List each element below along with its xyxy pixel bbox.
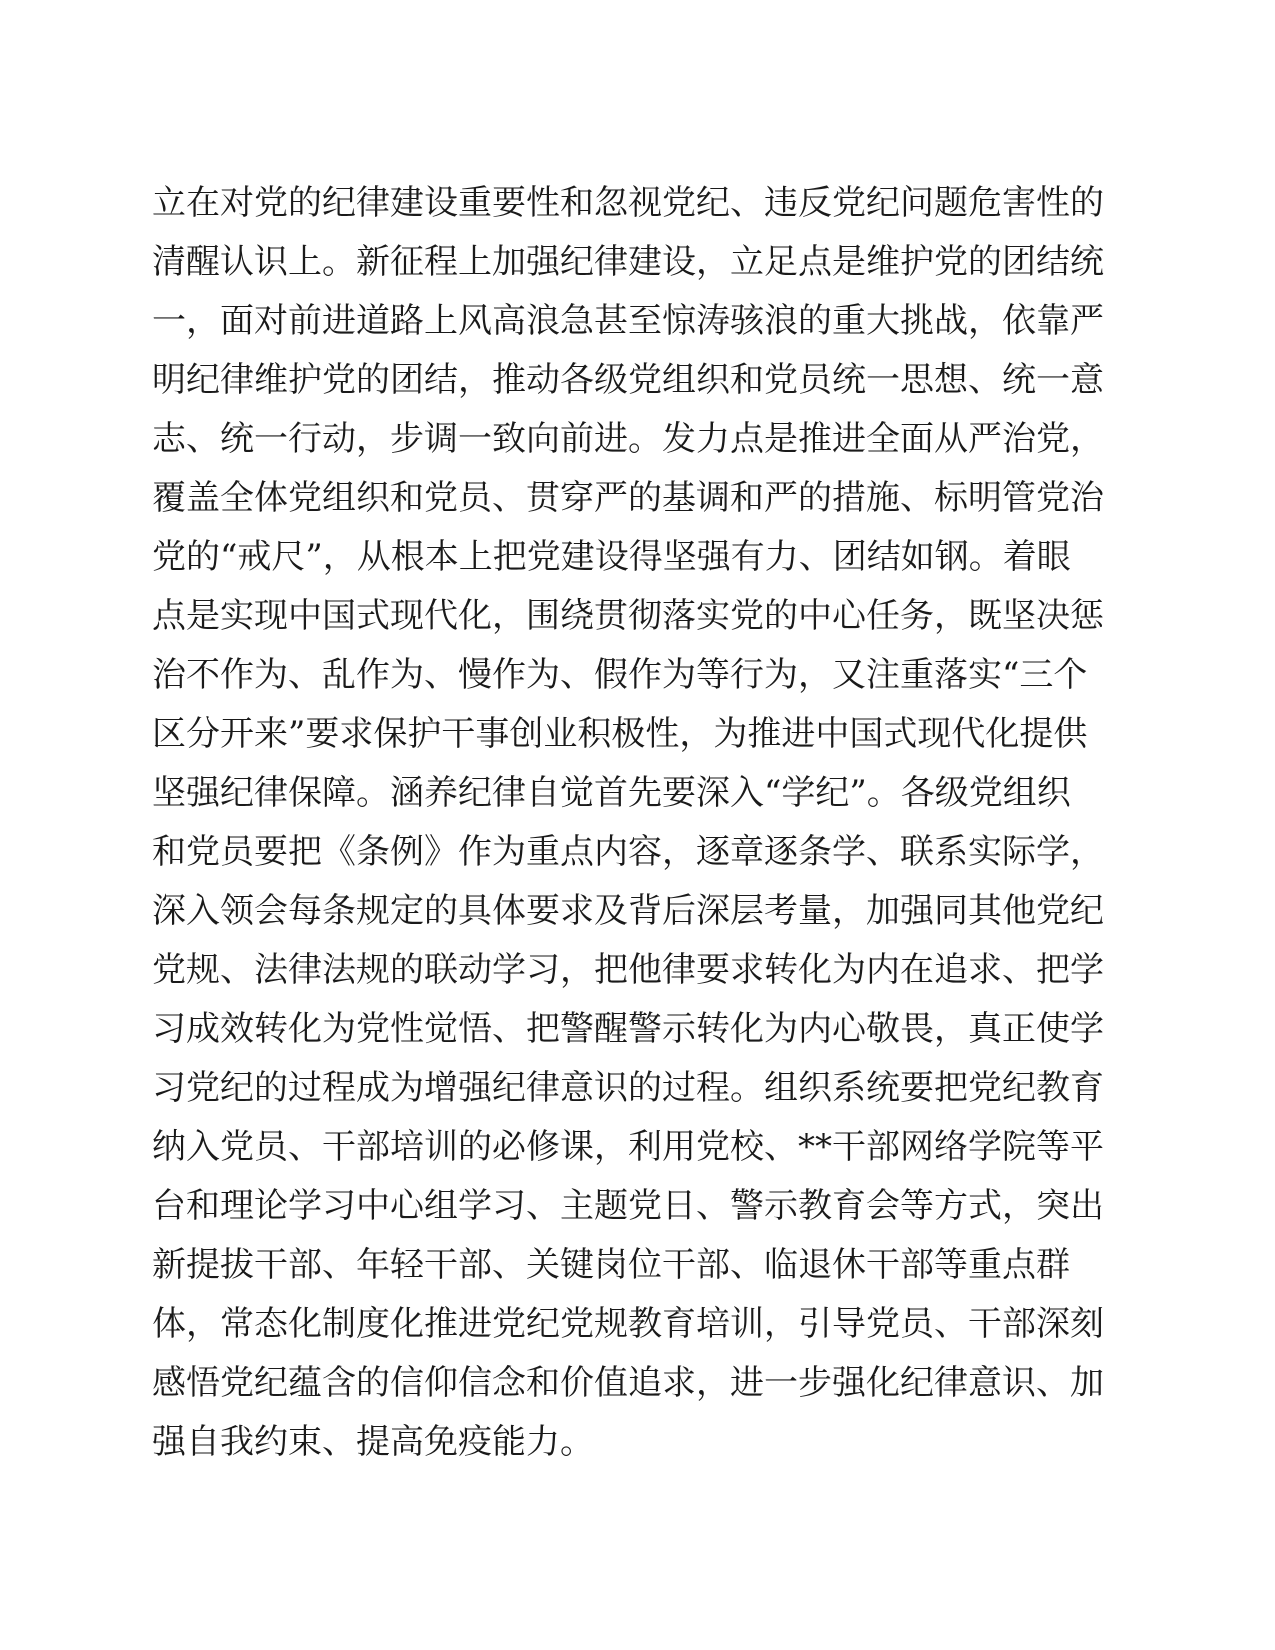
text-line: 台和理论学习中心组学习、主题党日、警示教育会等方式，突出 [152, 1186, 1104, 1226]
text-line: 新提拔干部、年轻干部、关键岗位干部、临退休干部等重点群 [152, 1245, 1070, 1285]
text-line: 立在对党的纪律建设重要性和忽视党纪、违反党纪问题危害性的 [152, 183, 1104, 223]
body-paragraph [152, 174, 1104, 1472]
text-line: 习党纪的过程成为增强纪律意识的过程。组织系统要把党纪教育 [152, 1068, 1104, 1108]
text-line: 治不作为、乱作为、慢作为、假作为等行为，又注重落实“三个 [152, 655, 1088, 695]
text-line: 党规、法律法规的联动学习，把他律要求转化为内在追求、把学 [152, 950, 1104, 990]
text-line: 区分开来”要求保护干事创业积极性，为推进中国式现代化提供 [152, 714, 1088, 754]
text-line: 志、统一行动，步调一致向前进。发力点是推进全面从严治党， [152, 419, 1104, 459]
text-line: 习成效转化为党性觉悟、把警醒警示转化为内心敬畏，真正使学 [152, 1009, 1104, 1049]
text-line: 覆盖全体党组织和党员、贯穿严的基调和严的措施、标明管党治 [152, 478, 1104, 518]
text-line: 感悟党纪蕴含的信仰信念和价值追求，进一步强化纪律意识、加 [152, 1363, 1104, 1403]
text-line: 明纪律维护党的团结，推动各级党组织和党员统一思想、统一意 [152, 360, 1104, 400]
text-line: 强自我约束、提高免疫能力。 [152, 1422, 594, 1462]
text-line: 体，常态化制度化推进党纪党规教育培训，引导党员、干部深刻 [152, 1304, 1104, 1344]
text-line: 和党员要把《条例》作为重点内容，逐章逐条学、联系实际学， [152, 832, 1104, 872]
text-line: 纳入党员、干部培训的必修课，利用党校、**干部网络学院等平 [152, 1127, 1104, 1167]
text-line: 党的“戒尺”，从根本上把党建设得坚强有力、团结如钢。着眼 [152, 537, 1071, 577]
text-line: 点是实现中国式现代化，围绕贯彻落实党的中心任务，既坚决惩 [152, 596, 1104, 636]
text-line: 深入领会每条规定的具体要求及背后深层考量，加强同其他党纪 [152, 891, 1104, 931]
text-line: 一，面对前进道路上风高浪急甚至惊涛骇浪的重大挑战，依靠严 [152, 301, 1104, 341]
text-line: 清醒认识上。新征程上加强纪律建设，立足点是维护党的团结统 [152, 242, 1104, 282]
text-line: 坚强纪律保障。涵养纪律自觉首先要深入“学纪”。各级党组织 [152, 773, 1071, 813]
